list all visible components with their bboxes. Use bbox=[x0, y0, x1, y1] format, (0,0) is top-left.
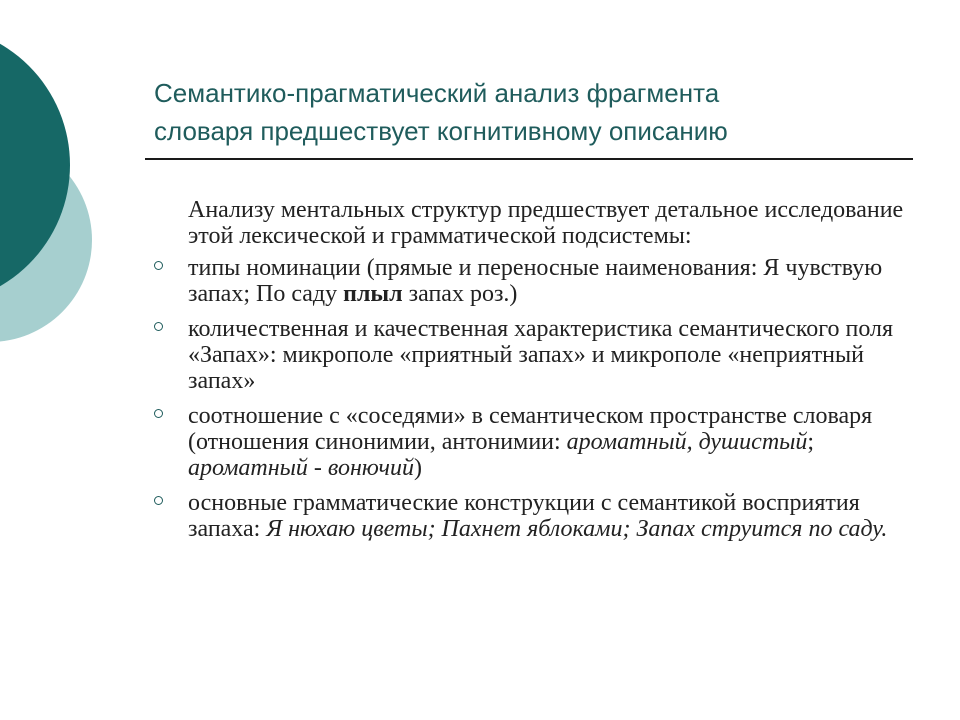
intro-paragraph: Анализу ментальных структур предшествует детальное исследование этой лексической и грамматической подсистемы: bbox=[188, 197, 904, 249]
bullet-list bbox=[154, 255, 914, 542]
bullet-circle-icon bbox=[154, 496, 163, 505]
bullet-text-segment: основные грамматические конструкции с семантикой восприятия запаха: bbox=[188, 490, 860, 542]
bullet-item bbox=[154, 490, 914, 542]
slide-body bbox=[154, 197, 914, 551]
bullet-text-segment: запах роз.) bbox=[402, 281, 518, 307]
bullet-text-segment: ароматный, душистый bbox=[566, 429, 808, 455]
title-line-2: словаря предшествует когнитивному описанию bbox=[154, 116, 728, 146]
title-divider bbox=[145, 158, 913, 160]
bullet-text-segment: соотношение с «соседями» в семантическом пространстве словаря (отношения синонимии, антонимии: bbox=[188, 403, 873, 455]
bullet-text-segment: ) bbox=[413, 455, 422, 481]
bullet-circle-icon bbox=[154, 409, 163, 418]
bullet-item bbox=[154, 316, 914, 394]
title-line-1: Семантико-прагматический анализ фрагмента bbox=[154, 78, 720, 108]
bullet-circle-icon bbox=[154, 261, 163, 270]
slide-title bbox=[154, 74, 914, 150]
bullet-text-segment: ; bbox=[807, 429, 815, 455]
bullet-item bbox=[154, 403, 914, 481]
bullet-text-segment: количественная и качественная характеристика семантического поля «Запах»: микрополе «приятный запах» и микрополе «неприятный запах» bbox=[188, 316, 894, 394]
bullet-circle-icon bbox=[154, 322, 163, 331]
bullet-text-segment: ароматный - вонючий bbox=[188, 455, 414, 481]
bullet-text-segment: плыл bbox=[343, 281, 403, 307]
bullet-text-segment: типы номинации (прямые и переносные наименования: Я чувствую запах; По саду bbox=[188, 255, 883, 307]
bullet-item bbox=[154, 255, 914, 307]
bullet-text-segment: Я нюхаю цветы; Пахнет яблоками; Запах струится по саду. bbox=[266, 516, 888, 542]
